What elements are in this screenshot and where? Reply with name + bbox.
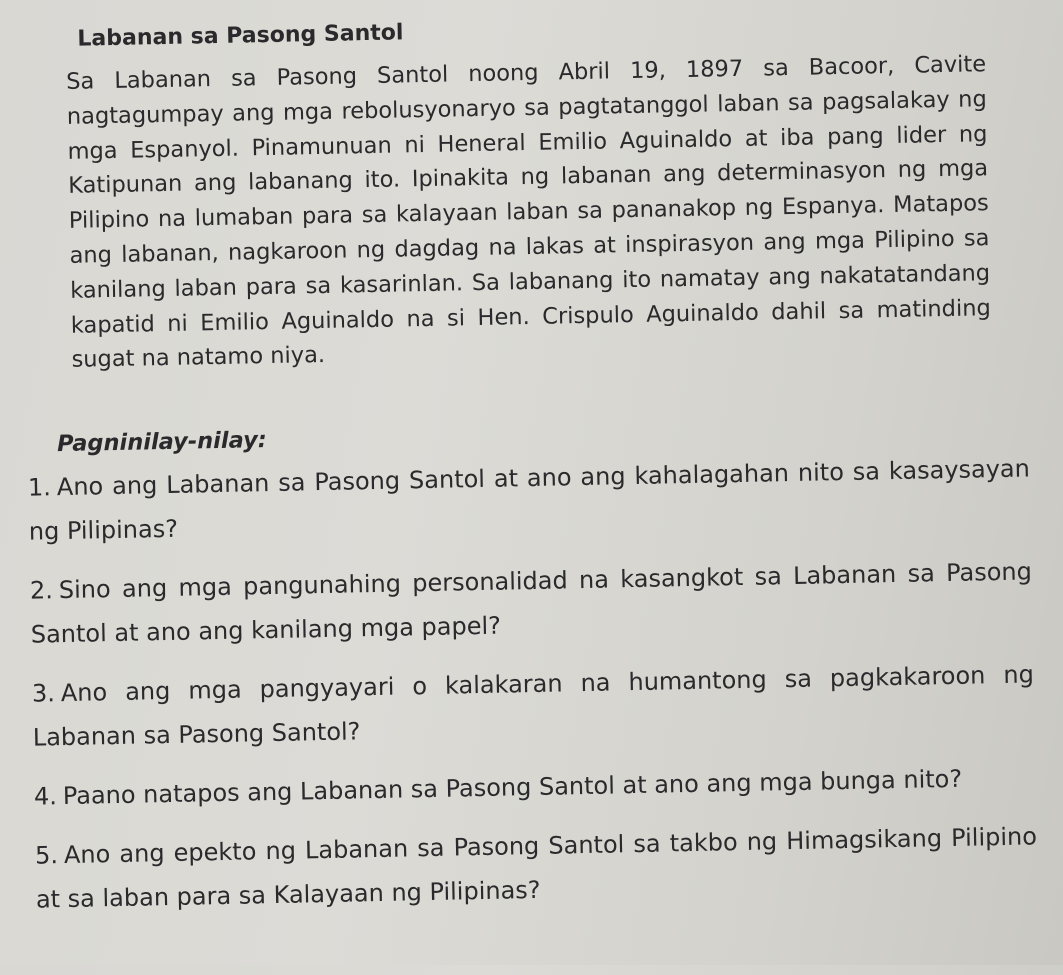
question-item — [34, 755, 1037, 818]
question-number: 4. — [33, 782, 58, 811]
passage-paragraph: Sa Labanan sa Pasong Santol noong Abril 19, 1897 sa Bacoor, Cavite nagtagumpay ang mga rebolusyonaryo sa pagtatanggol laban sa pagsalakay ng mga Espanyol. Pinamunuan ni Heneral Emilio Aguinaldo at iba pang lider ng Katipunan ang labanang ito. Ipinakita ng labanan ang determinasyon ng mga Pilipino na lumaban para sa kalayaan laban sa pananakop ng Espanya. Matapos ang labanan, nagkaroon ng dagdag na lakas at inspirasyon ang mga Pilipino sa kanilang laban para sa kasarinlan. Sa labanang ito namatay ang nakatatandang kapatid ni Emilio Aguinaldo na si Hen. Crispulo Aguinaldo dahil sa matinding sugat na natamo niya. — [65, 51, 991, 374]
question-text: Ano ang mga pangyayari o kalakaran na humantong sa pagkakaroon ng Labanan sa Pasong Santol? — [32, 660, 1035, 752]
question-text: Sino ang mga pangunahing personalidad na kasangkot sa Labanan sa Pasong Santol at ano ang kanilang mga papel? — [30, 557, 1033, 649]
question-list — [28, 446, 1039, 936]
question-text: Paano natapos ang Labanan sa Pasong Santol at ano ang mga bunga nito? — [62, 764, 963, 811]
question-item — [30, 549, 1034, 656]
question-number: 5. — [34, 841, 59, 870]
reflection-heading: Pagninilay-nilay: — [56, 427, 267, 458]
question-text: Ano ang epekto ng Labanan sa Pasong Santol sa takbo ng Himagsikang Pilipino at sa laban para sa Kalayaan ng Pilipinas? — [35, 822, 1038, 914]
document-title: Labanan sa Pasong Santol — [77, 20, 404, 52]
question-item — [35, 814, 1039, 921]
question-number: 2. — [29, 576, 54, 605]
question-number: 1. — [27, 473, 52, 502]
question-item — [28, 446, 1032, 553]
question-number: 3. — [31, 679, 56, 708]
question-text: Ano ang Labanan sa Pasong Santol at ano ang kahalagahan nito sa kasaysayan ng Pilipinas? — [28, 454, 1031, 546]
question-item — [32, 652, 1036, 759]
